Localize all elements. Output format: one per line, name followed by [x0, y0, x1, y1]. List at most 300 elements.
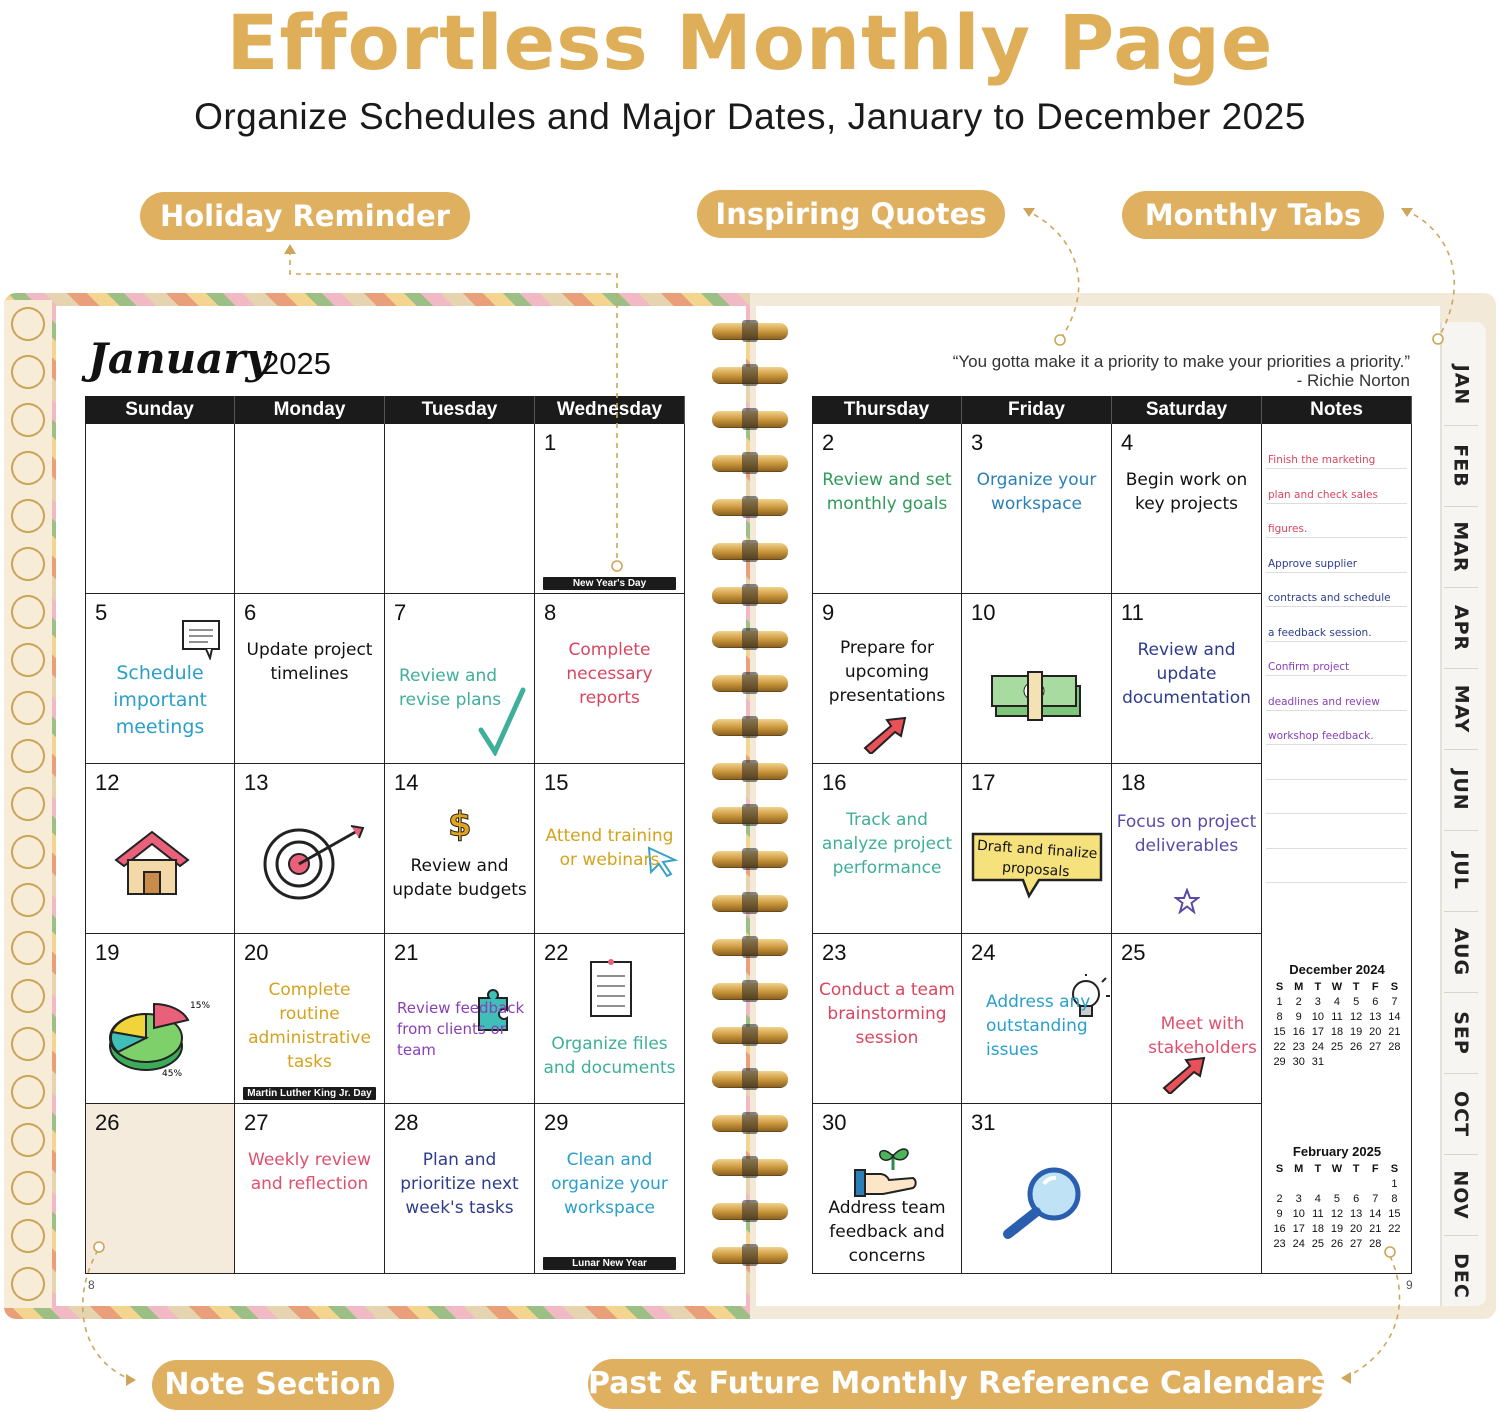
month-tab-oct[interactable] — [1444, 1079, 1478, 1149]
day-cell[interactable] — [1112, 1104, 1262, 1274]
left-calendar-grid — [85, 396, 685, 1274]
day-cell[interactable] — [962, 1104, 1112, 1274]
mini-calendar-day — [1289, 1176, 1308, 1191]
mini-calendar-day: 22 — [1273, 1040, 1286, 1053]
day-cell[interactable] — [1112, 764, 1262, 934]
day-note: Meet with stakeholders — [1148, 1014, 1257, 1058]
arrow-icon — [1160, 1054, 1206, 1099]
house-icon — [110, 826, 194, 903]
day-note: Draft and finalize proposals — [976, 837, 1098, 881]
mini-calendar-day: 7 — [1391, 995, 1398, 1008]
day-note: Address any outstanding issues — [986, 992, 1091, 1060]
mini-calendar-day — [1308, 1176, 1327, 1191]
month-tab-nov[interactable] — [1444, 1160, 1478, 1230]
mini-calendar-weekday: S — [1390, 980, 1399, 993]
pie-chart-icon — [104, 988, 214, 1083]
weekday-header: Monday — [235, 396, 385, 424]
mini-calendar-day: 3 — [1314, 995, 1321, 1008]
mini-calendar-day: 11 — [1312, 1207, 1324, 1220]
mini-calendar-weekday: S — [1275, 980, 1284, 993]
day-number: 3 — [971, 430, 984, 455]
mini-calendar-weekday: T — [1352, 1162, 1360, 1175]
spiral-ring — [712, 323, 788, 339]
day-number: 18 — [1121, 770, 1146, 795]
day-number: 23 — [822, 940, 847, 965]
mini-calendar-day: 9 — [1295, 1010, 1302, 1023]
speech-note-icon — [180, 618, 222, 665]
month-tab-jul[interactable] — [1444, 836, 1478, 906]
day-number: 15 — [544, 770, 569, 795]
quote-author: - Richie Norton — [1296, 371, 1410, 390]
note-rule — [1266, 537, 1407, 538]
mini-calendar-day: 8 — [1276, 1010, 1283, 1023]
day-number: 13 — [244, 770, 269, 795]
note-rule — [1266, 606, 1407, 607]
day-note: Address team feedback and concerns — [828, 1198, 946, 1266]
tab-divider — [1444, 1154, 1478, 1155]
mini-calendar-day: 14 — [1369, 1207, 1382, 1220]
mini-calendar-day: 3 — [1295, 1192, 1302, 1205]
day-cell[interactable] — [1112, 934, 1262, 1104]
mini-calendar-day — [1366, 1054, 1385, 1069]
mini-calendar-day: 27 — [1350, 1237, 1363, 1250]
mini-calendar-day — [1366, 1176, 1385, 1191]
day-number: 19 — [95, 940, 120, 965]
spiral-ring — [712, 851, 788, 867]
month-tab-label: JAN — [1450, 364, 1472, 406]
spiral-ring — [712, 631, 788, 647]
day-number: 10 — [971, 600, 996, 625]
mini-calendar-day: 18 — [1311, 1222, 1324, 1235]
note-rule — [1266, 641, 1407, 642]
mini-calendar-day: 20 — [1350, 1222, 1363, 1235]
day-cell[interactable] — [85, 764, 235, 934]
day-cell[interactable] — [812, 424, 962, 594]
day-number: 9 — [822, 600, 835, 625]
mini-calendar-day: 24 — [1292, 1237, 1305, 1250]
page-title: Effortless Monthly Page — [226, 0, 1274, 87]
day-cell[interactable] — [235, 424, 385, 594]
mini-calendar-day — [1347, 1054, 1366, 1069]
mini-calendar-weekday: T — [1314, 980, 1322, 993]
mini-calendar-day — [1385, 1054, 1404, 1069]
target-icon — [259, 822, 369, 907]
note-line: plan and check sales — [1268, 488, 1378, 501]
day-number: 8 — [544, 600, 557, 625]
monthly-tabs-callout: Monthly Tabs — [1122, 191, 1384, 239]
star-icon — [1174, 888, 1200, 919]
quote-text: “You gotta make it a priority to make your priorities a priority.” — [952, 352, 1410, 371]
note-rule — [1266, 882, 1407, 883]
day-number: 29 — [544, 1110, 569, 1135]
day-number: 6 — [244, 600, 257, 625]
month-tab-feb[interactable] — [1444, 431, 1478, 501]
day-cell[interactable] — [535, 424, 685, 594]
month-tab-aug[interactable] — [1444, 917, 1478, 987]
mini-calendar-day: 21 — [1369, 1222, 1382, 1235]
month-tab-label: DEC — [1450, 1253, 1473, 1299]
day-cell[interactable] — [812, 594, 962, 764]
day-note: Begin work on key projects — [1125, 470, 1248, 514]
mini-calendar-day: 19 — [1330, 1222, 1344, 1235]
mini-calendar-day: 23 — [1273, 1237, 1286, 1250]
month-tab-label: SEP — [1450, 1011, 1472, 1055]
day-cell[interactable] — [85, 1104, 235, 1274]
mini-calendar-day: 27 — [1369, 1040, 1382, 1053]
mini-calendar-weekday: T — [1352, 980, 1360, 993]
mini-calendar-day: 2 — [1276, 1192, 1283, 1205]
mini-calendar-title: February 2025 — [1292, 1144, 1382, 1159]
mini-calendar-day: 12 — [1350, 1010, 1363, 1023]
spiral-ring — [712, 719, 788, 735]
month-tab-sep[interactable] — [1444, 998, 1478, 1068]
holiday-label: New Year's Day — [543, 577, 676, 590]
mini-calendar-day — [1327, 1176, 1346, 1191]
mini-calendar-day: 29 — [1273, 1055, 1286, 1068]
day-cell[interactable] — [235, 1104, 385, 1274]
day-note: Review feedback from clients or team — [397, 999, 525, 1059]
todo-list-icon — [587, 958, 635, 1025]
mini-calendar-weekday: M — [1294, 980, 1304, 993]
holiday-reminder-callout: Holiday Reminder — [140, 192, 470, 240]
note-rule — [1266, 675, 1407, 676]
mini-calendar-day: 12 — [1330, 1207, 1344, 1220]
day-number: 16 — [822, 770, 847, 795]
day-cell[interactable] — [85, 424, 235, 594]
day-number: 31 — [971, 1110, 996, 1135]
mini-calendar-day: 28 — [1369, 1237, 1382, 1250]
spiral-ring — [712, 543, 788, 559]
day-note: Organize your workspace — [976, 470, 1097, 514]
note-rule — [1266, 503, 1407, 504]
mini-calendar-day: 23 — [1292, 1040, 1305, 1053]
mini-calendar-day — [1327, 1054, 1346, 1069]
mini-calendar-day: 13 — [1350, 1207, 1363, 1220]
right-calendar-grid — [812, 396, 1412, 1274]
weekday-header: Saturday — [1112, 396, 1262, 424]
note-line: contracts and schedule — [1268, 592, 1391, 604]
month-tab-label: JUN — [1450, 769, 1472, 811]
note-line: deadlines and review — [1268, 695, 1380, 708]
day-cell[interactable] — [85, 934, 235, 1104]
note-rule — [1266, 744, 1407, 745]
day-cell[interactable] — [1112, 424, 1262, 594]
day-cell[interactable] — [385, 764, 535, 934]
weekday-header: Wednesday — [535, 396, 685, 424]
mini-calendar-day: 6 — [1353, 1192, 1360, 1205]
day-cell[interactable] — [535, 934, 685, 1104]
note-line: Finish the marketing — [1268, 454, 1376, 466]
day-number: 28 — [394, 1110, 419, 1135]
mini-calendar-day: 5 — [1353, 995, 1360, 1008]
svg-text:15%: 15% — [190, 1001, 211, 1011]
page-number-left: 8 — [88, 1278, 95, 1292]
mini-calendar-day: 25 — [1330, 1040, 1344, 1053]
day-cell[interactable] — [385, 1104, 535, 1274]
tab-divider — [1444, 668, 1478, 669]
month-tab-mar[interactable] — [1444, 512, 1478, 582]
month-tab-jan[interactable] — [1444, 350, 1478, 420]
day-number: 20 — [244, 940, 269, 965]
spiral-ring — [712, 675, 788, 691]
day-number: 17 — [971, 770, 996, 795]
month-tab-dec[interactable] — [1444, 1241, 1478, 1311]
spiral-ring — [712, 1159, 788, 1175]
note-rule — [1266, 813, 1407, 814]
cash-icon — [990, 668, 1086, 729]
inspiring-quote — [830, 352, 1410, 390]
mini-calendar-weekday: F — [1371, 1162, 1379, 1175]
day-note: Update project timelines — [246, 640, 373, 684]
mini-calendar-day: 6 — [1372, 995, 1379, 1008]
year-title: 2025 — [262, 346, 331, 381]
next-month-calendar — [1270, 1144, 1404, 1251]
lattice-border — [4, 300, 52, 1308]
mini-calendar-day: 2 — [1295, 995, 1302, 1008]
day-number: 4 — [1121, 430, 1134, 455]
mini-calendar-day: 26 — [1330, 1237, 1344, 1250]
mini-calendar-day: 1 — [1391, 1177, 1398, 1190]
month-tab-may[interactable] — [1444, 674, 1478, 744]
spiral-ring — [712, 411, 788, 427]
note-rule — [1266, 468, 1407, 469]
day-cell[interactable] — [385, 934, 535, 1104]
note-line: Approve supplier — [1268, 557, 1358, 570]
mini-calendar-day: 4 — [1333, 995, 1341, 1008]
day-cell[interactable] — [85, 594, 235, 764]
month-tab-label: MAR — [1450, 521, 1472, 573]
mini-calendar-day: 15 — [1388, 1207, 1401, 1220]
day-number: 22 — [544, 940, 569, 965]
mini-calendar-weekday: W — [1331, 1162, 1343, 1175]
note-rule — [1266, 572, 1407, 573]
holiday-label: Martin Luther King Jr. Day — [243, 1087, 376, 1100]
mini-calendar-day: 25 — [1311, 1237, 1324, 1250]
day-cell[interactable] — [535, 764, 685, 934]
note-line: Confirm project — [1268, 661, 1350, 673]
mini-calendar-day: 26 — [1350, 1040, 1363, 1053]
day-cell[interactable] — [235, 764, 385, 934]
mini-calendar-day: 17 — [1292, 1222, 1305, 1235]
mini-calendar-day: 7 — [1372, 1192, 1379, 1205]
day-number: 26 — [95, 1110, 120, 1135]
mini-calendar-day: 30 — [1292, 1055, 1305, 1068]
mini-calendar-day: 24 — [1311, 1040, 1324, 1053]
day-note: Plan and prioritize next week's tasks — [400, 1150, 519, 1218]
day-note: Review and revise plans — [399, 666, 502, 710]
day-note: Review and set monthly goals — [822, 470, 952, 514]
mini-calendar-day: 19 — [1350, 1025, 1363, 1038]
day-note: Conduct a team brainstorming session — [819, 980, 955, 1048]
weekday-header: Thursday — [812, 396, 962, 424]
mini-calendar-day: 11 — [1331, 1010, 1343, 1023]
mini-calendar-day: 31 — [1311, 1055, 1324, 1068]
mini-calendar-day — [1347, 1176, 1366, 1191]
mini-calendar-weekday: F — [1371, 980, 1379, 993]
mini-calendar-day: 5 — [1333, 1192, 1341, 1205]
day-note: Weekly review and reflection — [248, 1150, 371, 1194]
month-tab-label: AUG — [1450, 927, 1472, 977]
mini-calendar-day: 16 — [1273, 1222, 1286, 1235]
spiral-ring — [712, 807, 788, 823]
magnifier-icon — [998, 1162, 1088, 1247]
day-number: 1 — [544, 430, 557, 455]
mini-calendar-weekday: S — [1390, 1162, 1399, 1175]
page-subtitle: Organize Schedules and Major Dates, January to December 2025 — [194, 96, 1306, 137]
month-tab-label: JUL — [1450, 852, 1473, 890]
tab-divider — [1444, 425, 1478, 426]
month-tab-label: OCT — [1450, 1090, 1472, 1138]
notes-section[interactable] — [1262, 424, 1412, 1274]
day-number: 14 — [394, 770, 419, 795]
mini-calendar-day: 18 — [1330, 1025, 1344, 1038]
svg-text:45%: 45% — [162, 1069, 183, 1078]
mini-calendar-day: 28 — [1388, 1040, 1401, 1053]
arrow-icon — [861, 714, 907, 759]
day-cell[interactable] — [962, 594, 1112, 764]
spiral-ring — [712, 1027, 788, 1043]
tab-divider — [1444, 911, 1478, 912]
tab-divider — [1444, 749, 1478, 750]
mini-calendar-day: 22 — [1388, 1222, 1401, 1235]
spiral-ring — [712, 499, 788, 515]
weekday-header: Friday — [962, 396, 1112, 424]
day-cell[interactable] — [962, 764, 1112, 934]
day-number: 21 — [394, 940, 419, 965]
mini-calendar-day — [1270, 1176, 1289, 1191]
day-cell[interactable] — [812, 1104, 962, 1274]
month-tab-label: NOV — [1450, 1170, 1472, 1220]
day-cell[interactable] — [235, 934, 385, 1104]
day-cell[interactable] — [812, 764, 962, 934]
day-cell[interactable] — [235, 594, 385, 764]
day-note: Organize files and documents — [543, 1034, 676, 1078]
mini-calendar-weekday: T — [1314, 1162, 1322, 1175]
day-cell[interactable] — [962, 424, 1112, 594]
day-cell[interactable] — [1112, 594, 1262, 764]
day-number: 27 — [244, 1110, 269, 1135]
holiday-label: Lunar New Year — [543, 1257, 676, 1270]
day-note: Complete necessary reports — [566, 640, 653, 708]
svg-text:$: $ — [448, 805, 472, 844]
spiral-binding — [712, 323, 788, 1283]
day-note: Review and update budgets — [392, 856, 527, 900]
day-number: 30 — [822, 1110, 847, 1135]
mini-calendar-title: December 2024 — [1289, 962, 1385, 977]
spiral-ring — [712, 1247, 788, 1263]
mini-calendar-day: 21 — [1388, 1025, 1401, 1038]
day-number: 11 — [1121, 600, 1144, 625]
page-number-right: 9 — [1406, 1278, 1413, 1292]
day-number: 2 — [822, 430, 835, 455]
day-cell[interactable] — [535, 1104, 685, 1274]
mini-calendar-day: 4 — [1314, 1192, 1321, 1205]
spiral-ring — [712, 1071, 788, 1087]
reference-calendars-callout: Past & Future Monthly Reference Calendars — [588, 1359, 1324, 1409]
mini-calendar-day: 17 — [1311, 1025, 1324, 1038]
note-line: a feedback session. — [1268, 626, 1372, 639]
tab-divider — [1444, 1073, 1478, 1074]
note-rule — [1266, 779, 1407, 780]
spiral-ring — [712, 1115, 788, 1131]
day-number: 24 — [971, 940, 996, 965]
day-note: Focus on project deliverables — [1116, 812, 1257, 856]
spiral-ring — [712, 1203, 788, 1219]
day-note: Schedule important meetings — [113, 662, 207, 738]
inspiring-quotes-callout: Inspiring Quotes — [697, 190, 1005, 238]
day-note: Complete routine administrative tasks — [248, 980, 371, 1072]
day-note: Prepare for upcoming presentations — [828, 638, 946, 706]
month-tab-label: APR — [1450, 604, 1473, 652]
mini-calendar-day: 9 — [1276, 1207, 1283, 1220]
month-tab-label: FEB — [1450, 444, 1473, 488]
spiral-ring — [712, 983, 788, 999]
day-number: 12 — [95, 770, 120, 795]
note-rule — [1266, 848, 1407, 849]
mini-calendar-day: 13 — [1369, 1010, 1382, 1023]
mini-calendar-day: 10 — [1311, 1010, 1324, 1023]
tab-divider — [1444, 506, 1478, 507]
mini-calendar-day: 14 — [1388, 1010, 1401, 1023]
spiral-ring — [712, 455, 788, 471]
note-rule — [1266, 710, 1407, 711]
day-cell[interactable] — [962, 934, 1112, 1104]
mini-calendar-weekday: M — [1294, 1162, 1304, 1175]
spiral-ring — [712, 587, 788, 603]
previous-month-calendar — [1270, 962, 1404, 1069]
tab-divider — [1444, 1235, 1478, 1236]
note-section-callout: Note Section — [152, 1360, 394, 1410]
mini-calendar-day: 10 — [1292, 1207, 1305, 1220]
mini-calendar-day: 16 — [1292, 1025, 1305, 1038]
tab-divider — [1444, 830, 1478, 831]
month-title: January — [88, 334, 270, 383]
day-number: 25 — [1121, 940, 1146, 965]
mini-calendar-day: 20 — [1369, 1025, 1382, 1038]
weekday-header: Sunday — [85, 396, 235, 424]
day-note: Track and analyze project performance — [821, 810, 953, 878]
mini-calendar-day: 15 — [1273, 1025, 1286, 1038]
mini-calendar-day — [1385, 1236, 1404, 1251]
month-tab-apr[interactable] — [1444, 593, 1478, 663]
month-tab-jun[interactable] — [1444, 755, 1478, 825]
note-line: figures. — [1268, 523, 1308, 535]
tab-divider — [1444, 992, 1478, 993]
day-note: Clean and organize your workspace — [551, 1150, 668, 1218]
day-number: 5 — [95, 600, 108, 625]
day-cell[interactable] — [385, 424, 535, 594]
note-line: workshop feedback. — [1268, 730, 1374, 742]
day-note: Review and update documentation — [1122, 640, 1251, 708]
weekday-header: Notes — [1262, 396, 1412, 424]
tab-divider — [1444, 587, 1478, 588]
spiral-ring — [712, 763, 788, 779]
day-cell[interactable] — [812, 934, 962, 1104]
mini-calendar-weekday: S — [1275, 1162, 1284, 1175]
weekday-header: Tuesday — [385, 396, 535, 424]
spiral-ring — [712, 367, 788, 383]
mini-calendar-day: 8 — [1391, 1192, 1398, 1205]
day-number: 7 — [394, 600, 407, 625]
day-note: Attend training or webinars — [545, 826, 674, 870]
dollar-icon — [445, 804, 475, 849]
day-cell[interactable] — [535, 594, 685, 764]
day-cell[interactable] — [385, 594, 535, 764]
month-tab-label: MAY — [1450, 684, 1472, 734]
mini-calendar-day: 1 — [1276, 995, 1283, 1008]
spiral-ring — [712, 939, 788, 955]
spiral-ring — [712, 895, 788, 911]
